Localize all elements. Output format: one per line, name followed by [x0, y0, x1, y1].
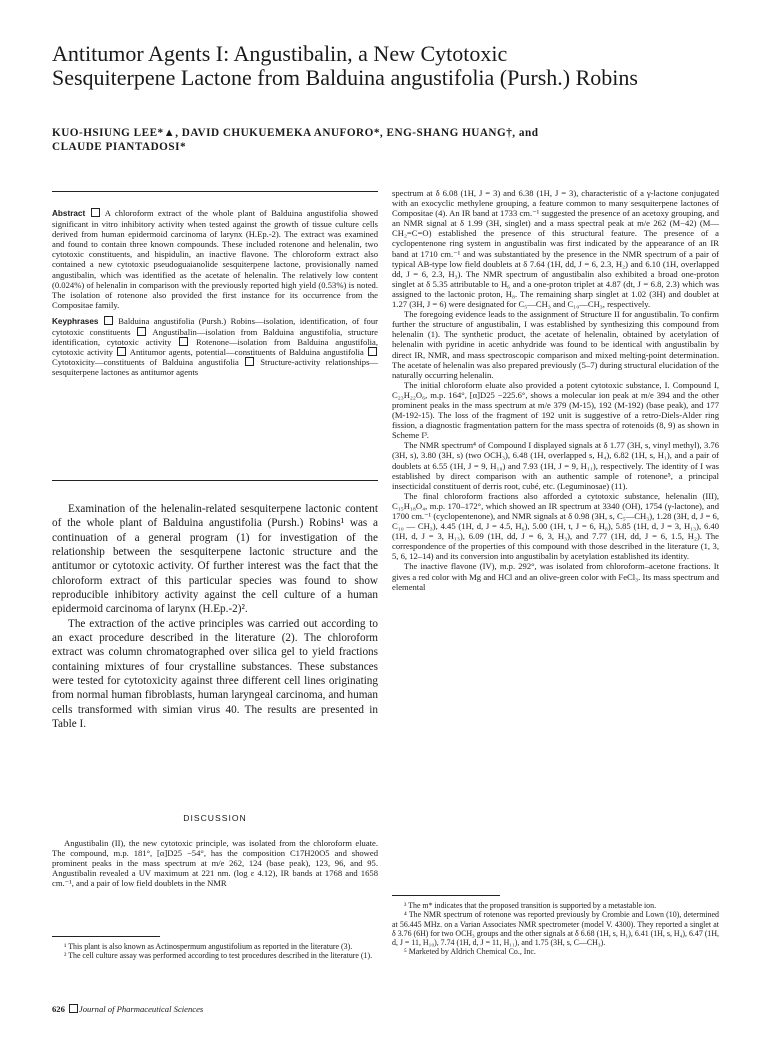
abstract-block	[52, 208, 378, 378]
discussion-paragraph-1: Angustibalin (II), the new cytotoxic principle, was isolated from the chloroform eluate. The compound, m.p. 181°, [α]D25 −54°, has the composition C17H20O5 and showed prominent peaks in the mass spectrum at m/e 262, 124 (base peak), 123, 96, and 95. Angustibalin revealed a UV maximum at 221 nm. (log ε 4.12), IR bands at 1768 and 1658 cm.⁻¹, and a pair of low field doublets in the NMR	[52, 838, 378, 889]
discussion-heading: DISCUSSION	[183, 813, 247, 823]
abstract-label: Abstract	[52, 209, 86, 218]
footnote-5: ⁵ Marketed by Aldrich Chemical Co., Inc.	[404, 947, 536, 957]
footnote-4: ⁴ The NMR spectrum of rotenone was reported previously by Crombie and Lown (10), determined at 56.445 MHz. on a Varian Associates NMR spectrometer (model V. 4300). They reported a singlet at δ 3.76 (6H) for two OCH₃ groups and the other signals at δ 6.68 (1H, s, H₁), 6.41 (1H, s, H₄), 6.47 (1H, d, J = 11, H₁₀), 7.74 (1H, d, J = 11, H₁₁), and 1.75 (3H, s, C—CH₃).	[392, 910, 719, 948]
introduction-section	[52, 502, 378, 732]
keyphrase-item: Antitumor agents, potential—constituents of Balduina angustifolia	[129, 347, 364, 358]
page-number: 626	[52, 1004, 65, 1014]
authors-line-2: CLAUDE PIANTADOSI*	[52, 141, 187, 153]
separator-box-icon	[91, 208, 100, 217]
authors-line-1: KUO-HSIUNG LEE*▲, DAVID CHUKUEMEKA ANUFORO*, ENG-SHANG HUANG†, and	[52, 127, 539, 139]
separator-box-icon	[69, 1004, 78, 1013]
keyphrase-item: Angustibalin—isolation from Balduina angustifolia, structure identification, cytotoxic activity	[52, 327, 378, 348]
intro-paragraph-1: Examination of the helenalin-related sesquiterpene lactonic content of the whole plant of Balduina angustifolia (Pursh.) Robins¹ was a continuation of a general program (1) for investigation of the relationship between the sesquiterpene lactonic structure and the antitumor or cytotoxic activity. Of further interest was the fact that the chloroform extract of this particular species was found to show reproducible inhibitory activity against the cell culture of a human epidermoid carcinoma of larynx (H.Ep.-2)².	[52, 503, 378, 616]
title-line-2: Sesquiterpene Lactone from Balduina angustifolia (Pursh.) Robins	[52, 65, 638, 90]
right-paragraph-1: spectrum at δ 6.08 (1H, J = 3) and 6.38 (1H, J = 3), characteristic of a γ-lactone conjugated with an exocyclic methylene grouping, a feature common to many sesquiterpene lactones of Compositae (4). An IR band at 1733 cm.⁻¹ suggested the presence of an acetoxy grouping, and an NMR signal at δ 1.99 (3H, singlet) and a mass spectral peak at m/e 262 (M−42) (M—CH₂=C=O) established the presence of this structural feature. The presence of a cyclopentenone ring system in angustibalin was first indicated by the appearance of an IR band at 1710 cm.⁻¹ and was substantiated by the presence in the NMR spectrum of a pair of typical AB-type low field doublets at δ 7.64 (1H, dd, J = 6, 2.3, H₂) and 6.10 (1H, overlapped dd, J = 6, 2.3, H₃). The NMR spectrum of angustibalin also exhibited a broad one-proton singlet at δ 5.35 attributable to H₆ and a one-proton triplet at 4.87 (dt, J = 6.8, 2.3) which was assigned to the lactonic proton, H₈. The remaining sharp singlet at 1.02 (3H) and doublet at 1.27 (3H, J = 6) were designated for C₅—CH₃ and C₁₀—CH₃, respectively.	[392, 188, 719, 310]
right-paragraph-2: The foregoing evidence leads to the assignment of Structure II for angustibalin. To confirm further the structure of angustibalin, I was established by synthesizing this compound from helenalin (1). The synthetic product, the acetate of helenalin, obtained by acetylation of helenalin with pyridine in acetic anhydride was found to be identical with angustibalin by direct IR, NMR, and mass spectroscopic comparison and mixed melting-point determination. The acetate of helenalin was also prepared previously (5–7) during structural elucidation of the naturally occurring helenalin.	[392, 309, 719, 380]
author-list	[52, 126, 732, 154]
right-footnotes	[392, 901, 719, 957]
footnote-1: ¹ This plant is also known as Actinospermum angustifolium as reported in the literature (3).	[64, 942, 353, 951]
right-paragraph-3: The initial chloroform eluate also provided a potent cytotoxic substance, I. Compound I, C₂₃H₂₂O₆, m.p. 164°, [α]D25 −225.6°, shows a molecular ion peak at m/e 394 and the other prominent peaks in the mass spectrum at m/e 379 (M-15), 192 (M-192) (base peak), and 177 (M-192-15). The loss of the fragment of 192 unit is suggestive of a retro-Diels-Alder ring fission, a diagnostic fragmentation pattern for the mass spectra of rotenoids (8, 9) as shown in Scheme I³.	[392, 379, 719, 441]
left-footnote-rule	[52, 936, 160, 937]
left-footnotes	[52, 942, 378, 961]
keyphrases-label: Keyphrases	[52, 316, 99, 326]
journal-name: Journal of Pharmaceutical Sciences	[78, 1004, 204, 1014]
page-footer	[52, 1004, 203, 1014]
right-footnote-rule	[392, 895, 500, 896]
abstract-bottom-rule	[52, 480, 378, 481]
separator-box-icon	[104, 316, 113, 325]
keyphrase-item: Cytotoxicity—constituents of Balduina angustifolia	[52, 357, 239, 368]
separator-box-icon	[179, 337, 188, 346]
separator-box-icon	[137, 327, 146, 336]
keyphrases-paragraph	[52, 316, 378, 378]
separator-box-icon	[368, 347, 377, 356]
keyphrase-item: Balduina angustifolia (Pursh.) Robins—isolation, identification, of four cytotoxic constituents	[52, 315, 378, 338]
abstract-text: A chloroform extract of the whole plant of Balduina angustifolia showed significant in vitro inhibitory activity when tested against the growth of tissue culture cells derived from human epidermoid carcinoma of larynx (H.Ep.-2). The extract was examined and found to contain three known compounds. These included rotenone and helenalin, two cytotoxic constituents, and hispidulin, an inactive flavone. The chloroform extract also contained a new cytotoxic pseudoguaianolide sesquiterpene lactone, provisionally named angustibalin, which was identified as the acetate of helenalin. The relatively low content (0.024%) of helenalin in comparison with the previously reported high yield (0.53%) is noted. The isolation of rotenone also provided the first instance for its occurrence from the Compositae family.	[52, 208, 378, 310]
intro-paragraph-2: The extraction of the active principles was carried out according to an exact procedure described in the literature (2). The chloroform extract was column chromatographed over silica gel to yield fractions containing mixtures of four crystalline substances. These substances were tested for cytotoxicity against three different cell lines originating from normal human fibroblasts, human laryngeal carcinoma, and human cells transformed with simian virus 40. The results are presented in Table I.	[52, 617, 378, 731]
right-paragraph-4: The NMR spectrum⁴ of Compound I displayed signals at δ 1.77 (3H, s, vinyl methyl), 3.76 (3H, s), 3.80 (3H, s) (two OCH₃), 6.48 (1H, overlapped s, H₄), 6.82 (1H, s, H₁), and a pair of doublets at 6.55 (1H, J = 9, H₁₀) and 7.93 (1H, J = 9, H₁₁), respectively. The identity of I was established by direct comparison with an authentic sample of rotenone⁵, a principal insecticidal constituent of derris root, cubé, etc. (Leguminosae) (11).	[392, 440, 719, 491]
keyphrase-item: Rotenone—isolation from Balduina angustifolia, cytotoxic activity	[52, 337, 378, 358]
article-title	[52, 42, 732, 90]
footnote-2: ² The cell culture assay was performed according to test procedures described in the literature (1).	[64, 951, 373, 961]
abstract-paragraph	[52, 208, 378, 310]
separator-box-icon	[117, 347, 126, 356]
discussion-section	[52, 838, 378, 888]
title-line-1: Antitumor Agents I: Angustibalin, a New Cytotoxic	[52, 41, 508, 66]
right-paragraph-6: The inactive flavone (IV), m.p. 292°, was isolated from chloroform–acetone fractions. It gives a red color with Mg and HCl and an olive-green color with FeCl₃. Its mass spectrum and elemental	[392, 561, 719, 592]
keyphrase-item: Structure-activity relationships—sesquiterpene lactones as antitumor agents	[52, 357, 379, 378]
separator-box-icon	[245, 357, 254, 366]
right-paragraph-5: The final chloroform fractions also afforded a cytotoxic substance, helenalin (III), C₁₅H₁₈O₄, m.p. 170–172°, which showed an IR spectrum at 3340 (OH), 1754 (γ-lactone), and 1700 cm.⁻¹ (cyclopentenone), and NMR signals at δ 0.98 (3H, s, C₅—CH₃), 1.28 (3H, d, J = 6, C₁₀ — CH₃), 4.45 (1H, d, J = 4.5, H₆), 5.00 (1H, t, J = 6, H₈), 5.85 (1H, d, J = 3, H₁₃), 6.40 (1H, d, J = 3, H₁₃), 6.09 (1H, dd, J = 6, 3, H₃), and 7.77 (1H, dd, J = 6, 1.5, H₂). The correspondence of the properties of this compound with those described in the literature (1, 3, 5, 6, 12–14) and its conversion into angustibalin by acetylation established its identity.	[392, 490, 719, 562]
abstract-top-rule	[52, 191, 378, 192]
right-column-text	[392, 188, 719, 592]
footnote-3: ³ The m* indicates that the proposed transition is supported by a metastable ion.	[404, 901, 657, 910]
